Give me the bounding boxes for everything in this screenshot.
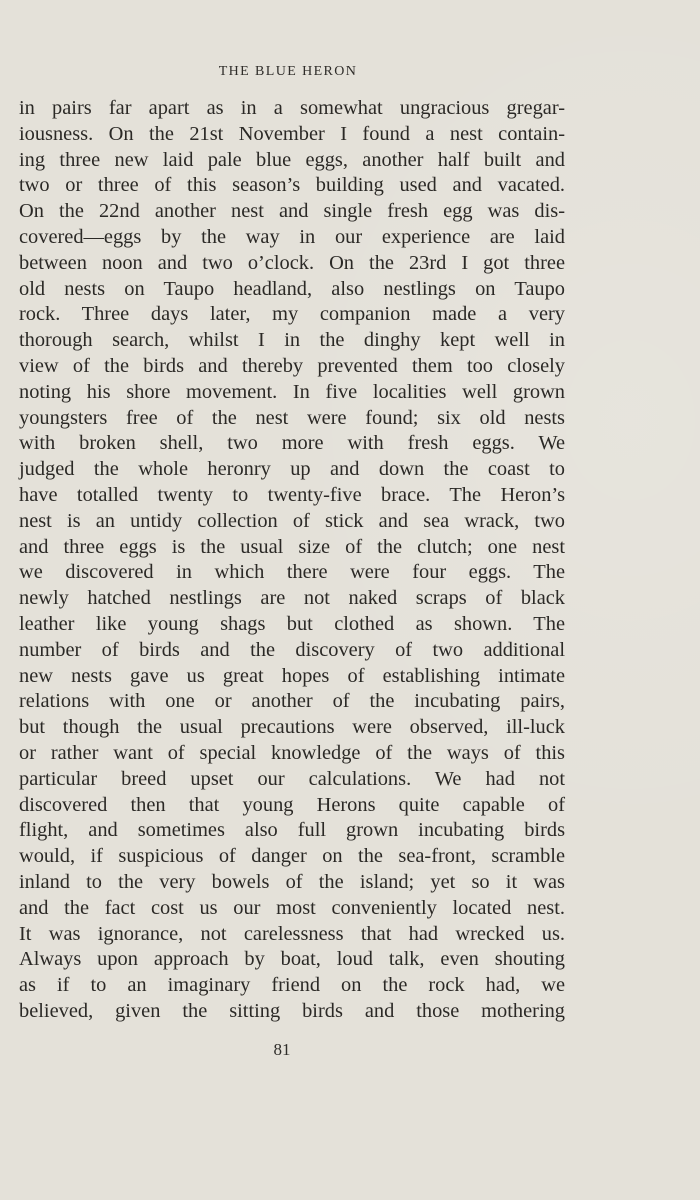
text-line: view of the birds and thereby prevented them too closely (19, 354, 565, 377)
text-line: Always upon approach by boat, loud talk, even shouting (19, 948, 565, 971)
text-line: between noon and two o’clock. On the 23rd I got three (19, 251, 565, 274)
text-line: On the 22nd another nest and single fresh egg was dis- (19, 200, 565, 223)
text-line: would, if suspicious of danger on the sea-front, scramble (19, 845, 565, 868)
text-line: judged the whole heronry up and down the coast to (19, 458, 565, 481)
text-line: or rather want of special knowledge of the ways of this (19, 741, 565, 764)
text-line: new nests gave us great hopes of establishing intimate (19, 664, 565, 687)
text-line: number of birds and the discovery of two additional (19, 638, 565, 661)
text-line: relations with one or another of the incubating pairs, (19, 690, 565, 713)
text-line: nest is an untidy collection of stick and sea wrack, two (19, 509, 565, 532)
text-line: believed, given the sitting birds and those mothering (19, 999, 565, 1022)
text-line: rock. Three days later, my companion made a very (19, 303, 565, 326)
text-line: ing three new laid pale blue eggs, another half built and (19, 148, 565, 171)
text-line: flight, and sometimes also full grown incubating birds (19, 819, 565, 842)
text-line: we discovered in which there were four eggs. The (19, 561, 565, 584)
body-text (19, 96, 565, 1025)
text-line: discovered then that young Herons quite capable of (19, 793, 565, 816)
text-line: youngsters free of the nest were found; six old nests (19, 406, 565, 429)
text-line: and the fact cost us our most conveniently located nest. (19, 896, 565, 919)
text-line: with broken shell, two more with fresh eggs. We (19, 432, 565, 455)
text-line: and three eggs is the usual size of the clutch; one nest (19, 535, 565, 558)
text-line: old nests on Taupo headland, also nestlings on Taupo (19, 277, 565, 300)
text-line: It was ignorance, not carelessness that had wrecked us. (19, 922, 565, 945)
text-line: as if to an imaginary friend on the rock had, we (19, 974, 565, 997)
text-line: covered—eggs by the way in our experience are laid (19, 225, 565, 248)
text-line: but though the usual precautions were observed, ill-luck (19, 716, 565, 739)
text-line: have totalled twenty to twenty-five brace. The Heron’s (19, 483, 565, 506)
text-line: in pairs far apart as in a somewhat ungracious gregar- (19, 97, 565, 119)
text-line: newly hatched nestlings are not naked scraps of black (19, 587, 565, 610)
page-number: 81 (273, 1040, 291, 1059)
text-line: iousness. On the 21st November I found a nest contain- (19, 122, 565, 145)
text-line: leather like young shags but clothed as shown. The (19, 612, 565, 635)
running-head: THE BLUE HERON (218, 64, 358, 79)
text-line: thorough search, whilst I in the dinghy kept well in (19, 329, 565, 352)
text-line: two or three of this season’s building used and vacated. (19, 174, 565, 197)
text-line: particular breed upset our calculations. We had not (19, 767, 565, 790)
text-line: inland to the very bowels of the island; yet so it was (19, 870, 565, 893)
text-line: noting his shore movement. In five localities well grown (19, 380, 565, 403)
